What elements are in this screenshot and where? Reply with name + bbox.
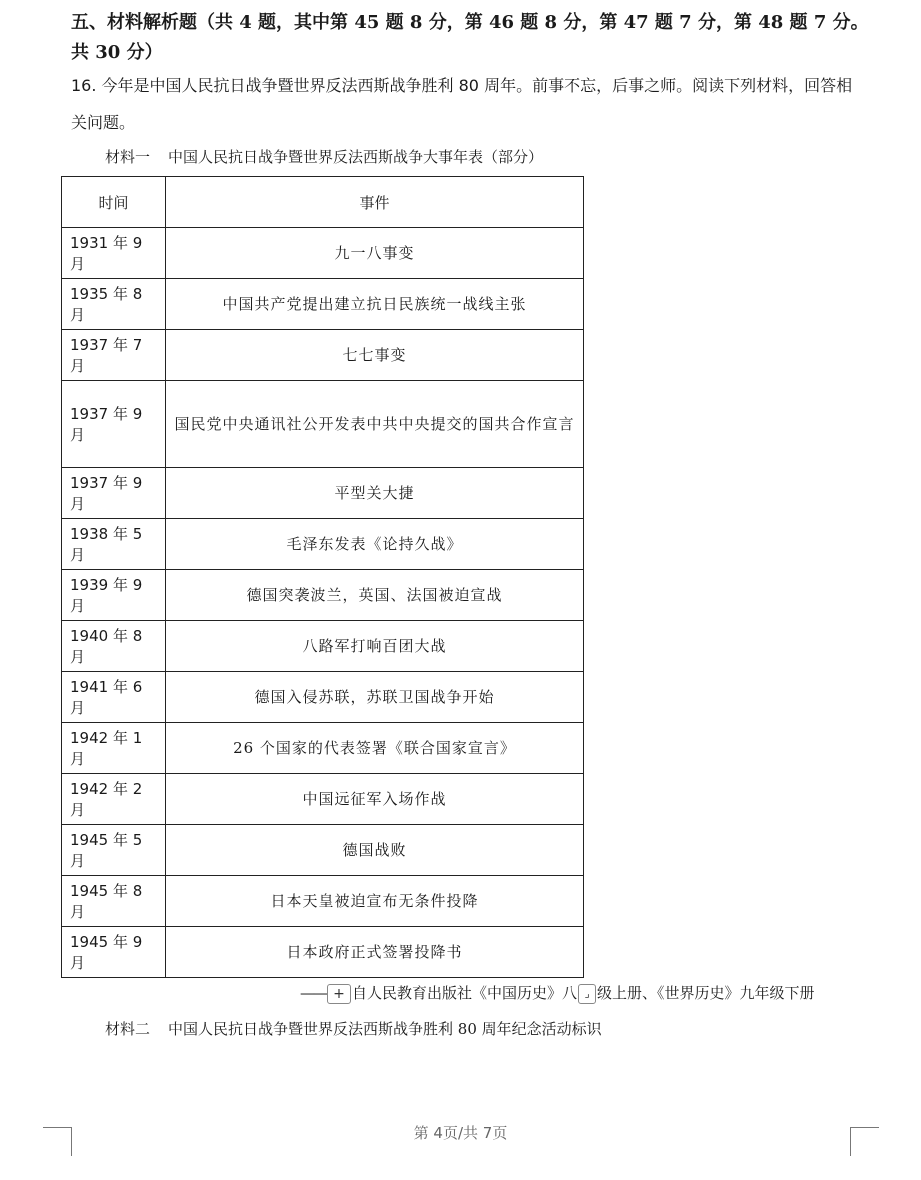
table-row [62, 774, 584, 825]
event-description-cell: 德国突袭波兰，英国、法国被迫宣战 [166, 570, 584, 621]
event-time-cell: 1937 年 9 月 [62, 468, 166, 519]
table-row [62, 279, 584, 330]
event-time-cell: 1935 年 8 月 [62, 279, 166, 330]
event-time-cell: 1945 年 5 月 [62, 825, 166, 876]
material2-caption [105, 1018, 602, 1040]
table-row [62, 519, 584, 570]
event-description-cell: 九一八事变 [166, 228, 584, 279]
event-description-cell: 毛泽东发表《论持久战》 [166, 519, 584, 570]
event-description-cell: 中国远征军入场作战 [166, 774, 584, 825]
section-title: 五、材料解析题（共 4 题，其中第 45 题 8 分，第 46 题 8 分，第 47 题 7 分，第 48 题 7 分。共 30 分） [71, 12, 869, 63]
material1-source [300, 981, 860, 1005]
event-description-cell: 德国入侵苏联，苏联卫国战争开始 [166, 672, 584, 723]
table-row [62, 825, 584, 876]
table-row [62, 621, 584, 672]
event-time-cell: 1945 年 8 月 [62, 876, 166, 927]
header-time: 时间 [62, 177, 166, 228]
material2-title: 中国人民抗日战争暨世界反法西斯战争胜利 80 周年纪念活动标识 [168, 1020, 602, 1038]
question-text: 16. 今年是中国人民抗日战争暨世界反法西斯战争胜利 80 周年。前事不忘，后事之师。阅读下列材料，回答相关问题。 [71, 76, 853, 132]
page-number: 第 4页/共 7页 [413, 1124, 508, 1142]
material1-label: 材料一 [105, 148, 151, 166]
table-row [62, 927, 584, 978]
event-time-cell: 1931 年 9 月 [62, 228, 166, 279]
table-row [62, 672, 584, 723]
material1-title: 中国人民抗日战争暨世界反法西斯战争大事年表（部分） [168, 148, 544, 166]
event-time-cell: 1945 年 9 月 [62, 927, 166, 978]
table-row [62, 381, 584, 468]
add-content-button[interactable]: + [327, 984, 351, 1004]
event-time-cell: 1942 年 1 月 [62, 723, 166, 774]
event-description-cell: 七七事变 [166, 330, 584, 381]
event-description-cell: 德国战败 [166, 825, 584, 876]
resize-handle-icon[interactable]: ⌟ [578, 984, 596, 1004]
source-dash: —— [300, 984, 326, 1002]
table-row [62, 570, 584, 621]
event-description-cell: 八路军打响百团大战 [166, 621, 584, 672]
table-row [62, 876, 584, 927]
event-description-cell: 平型关大捷 [166, 468, 584, 519]
source-text-part1: 自人民教育出版社《中国历史》八 [352, 984, 578, 1002]
table-row [62, 330, 584, 381]
source-text-part2: 级上册、《世界历史》九年级下册 [597, 984, 815, 1002]
events-table [61, 176, 584, 978]
event-description-cell: 中国共产党提出建立抗日民族统一战线主张 [166, 279, 584, 330]
event-time-cell: 1941 年 6 月 [62, 672, 166, 723]
table-header-row [62, 177, 584, 228]
event-time-cell: 1940 年 8 月 [62, 621, 166, 672]
event-description-cell: 26 个国家的代表签署《联合国家宣言》 [166, 723, 584, 774]
material2-label: 材料二 [105, 1020, 151, 1038]
table-row [62, 228, 584, 279]
header-event: 事件 [166, 177, 584, 228]
event-description-cell: 日本天皇被迫宣布无条件投降 [166, 876, 584, 927]
event-time-cell: 1938 年 5 月 [62, 519, 166, 570]
event-description-cell: 国民党中央通讯社公开发表中共中央提交的国共合作宣言 [166, 381, 584, 468]
event-time-cell: 1939 年 9 月 [62, 570, 166, 621]
table-row [62, 468, 584, 519]
event-time-cell: 1942 年 2 月 [62, 774, 166, 825]
material1-caption [105, 146, 543, 168]
event-time-cell: 1937 年 9 月 [62, 381, 166, 468]
event-time-cell: 1937 年 7 月 [62, 330, 166, 381]
table-row [62, 723, 584, 774]
event-description-cell: 日本政府正式签署投降书 [166, 927, 584, 978]
